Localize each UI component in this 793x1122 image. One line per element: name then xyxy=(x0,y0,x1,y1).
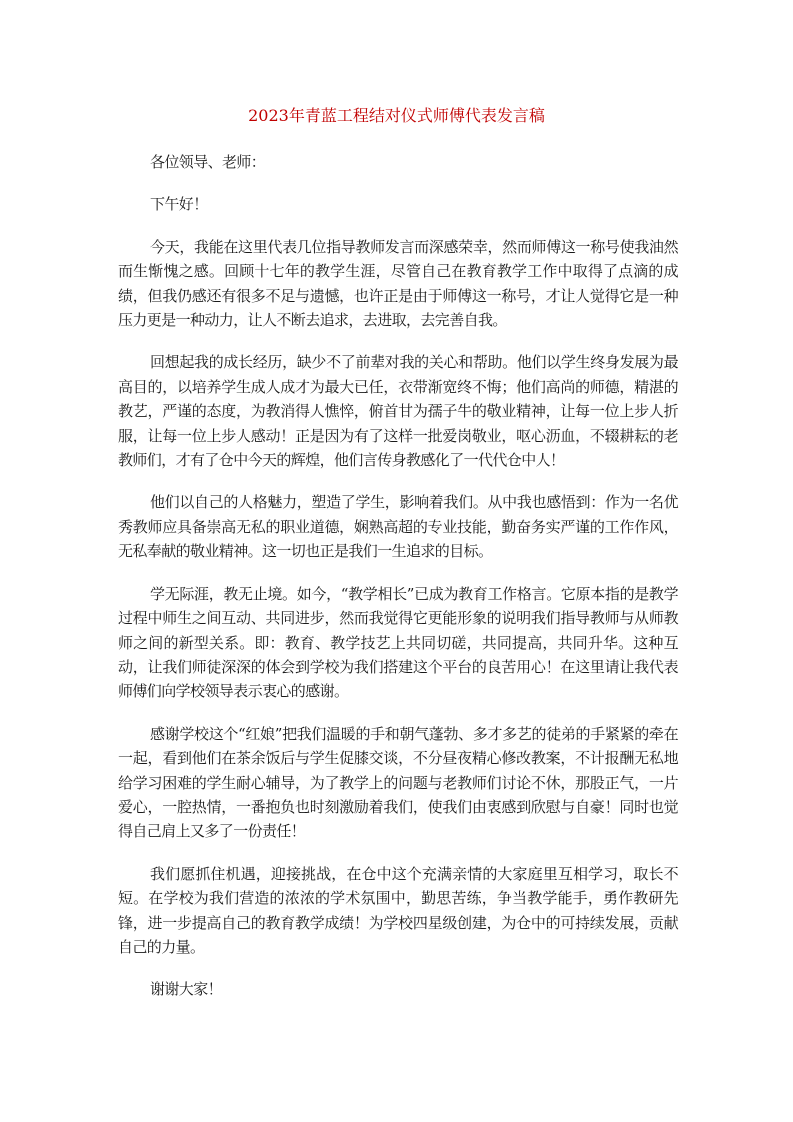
body-paragraph: 他们以自己的人格魅力，塑造了学生，影响着我们。从中我也感悟到：作为一名优秀教师应具备崇高无私的职业道德，娴熟高超的专业技能，勤奋务实严谨的工作作风，无私奉献的敬业精神。这一切也正是我们一生追求的目标。 xyxy=(118,493,678,561)
closing: 谢谢大家！ xyxy=(150,980,223,999)
document-body xyxy=(118,150,678,1020)
body-paragraph: 感谢学校这个“红娘”把我们温暖的手和朝气蓬勃、多才多艺的徒弟的手紧紧的牵在一起，看到他们在茶余饭后与学生促膝交谈，不分昼夜精心修改教案，不计报酬无私地给学习困难的学生耐心辅导，为了教学上的问题与老教师们讨论不休，那股正气，一片爱心，一腔热情，一番抱负也时刻激励着我们，使我们由衷感到欣慰与自豪！同时也觉得自己肩上又多了一份责任！ xyxy=(118,724,678,841)
body-paragraph: 今天，我能在这里代表几位指导教师发言而深感荣幸，然而师傅这一称号使我油然而生惭愧之感。回顾十七年的教学生涯，尽管自己在教育教学工作中取得了点滴的成绩，但我仍感还有很多不足与遗憾，也许正是由于师傅这一称号，才让人觉得它是一种压力更是一种动力，让人不断去追求，去进取，去完善自我。 xyxy=(118,237,678,330)
document-title: 2023年青蓝工程结对仪式师傅代表发言稿 xyxy=(248,106,545,125)
body-paragraph: 回想起我的成长经历，缺少不了前辈对我的关心和帮助。他们以学生终身发展为最高目的，以培养学生成人成才为最大已任，衣带渐宽终不悔；他们高尚的师德，精湛的教艺，严谨的态度，为教消得人憔悴，俯首甘为孺子牛的敬业精神，让每一位上步人折服，让每一位上步人感动！正是因为有了这样一批爱岗敬业，呕心沥血，不辍耕耘的老教师们，才有了仓中今天的辉煌，他们言传身教感化了一代代仓中人！ xyxy=(118,353,678,470)
body-paragraph: 我们愿抓住机遇，迎接挑战，在仓中这个充满亲情的大家庭里互相学习，取长不短。在学校为我们营造的浓浓的学术氛围中，勤思苦练，争当教学能手，勇作教研先锋，进一步提高自己的教育教学成绩！为学校四星级创建，为仓中的可持续发展，贡献自己的力量。 xyxy=(118,864,678,956)
salutation: 各位领导、老师： xyxy=(150,153,266,171)
body-paragraph: 学无际涯，教无止境。如今，“教学相长”已成为教育工作格言。它原本指的是教学过程中师生之间互动、共同进步，然而我觉得它更能形象的说明我们指导教师与从师教师之间的新型关系。即：教育、教学技艺上共同切磋，共同提高，共同升华。这种互动，让我们师徒深深的体会到学校为我们搭建这个平台的良苦用心！在这里请让我代表师傅们向学校领导表示衷心的感谢。 xyxy=(118,584,678,701)
greeting: 下午好！ xyxy=(150,195,208,214)
